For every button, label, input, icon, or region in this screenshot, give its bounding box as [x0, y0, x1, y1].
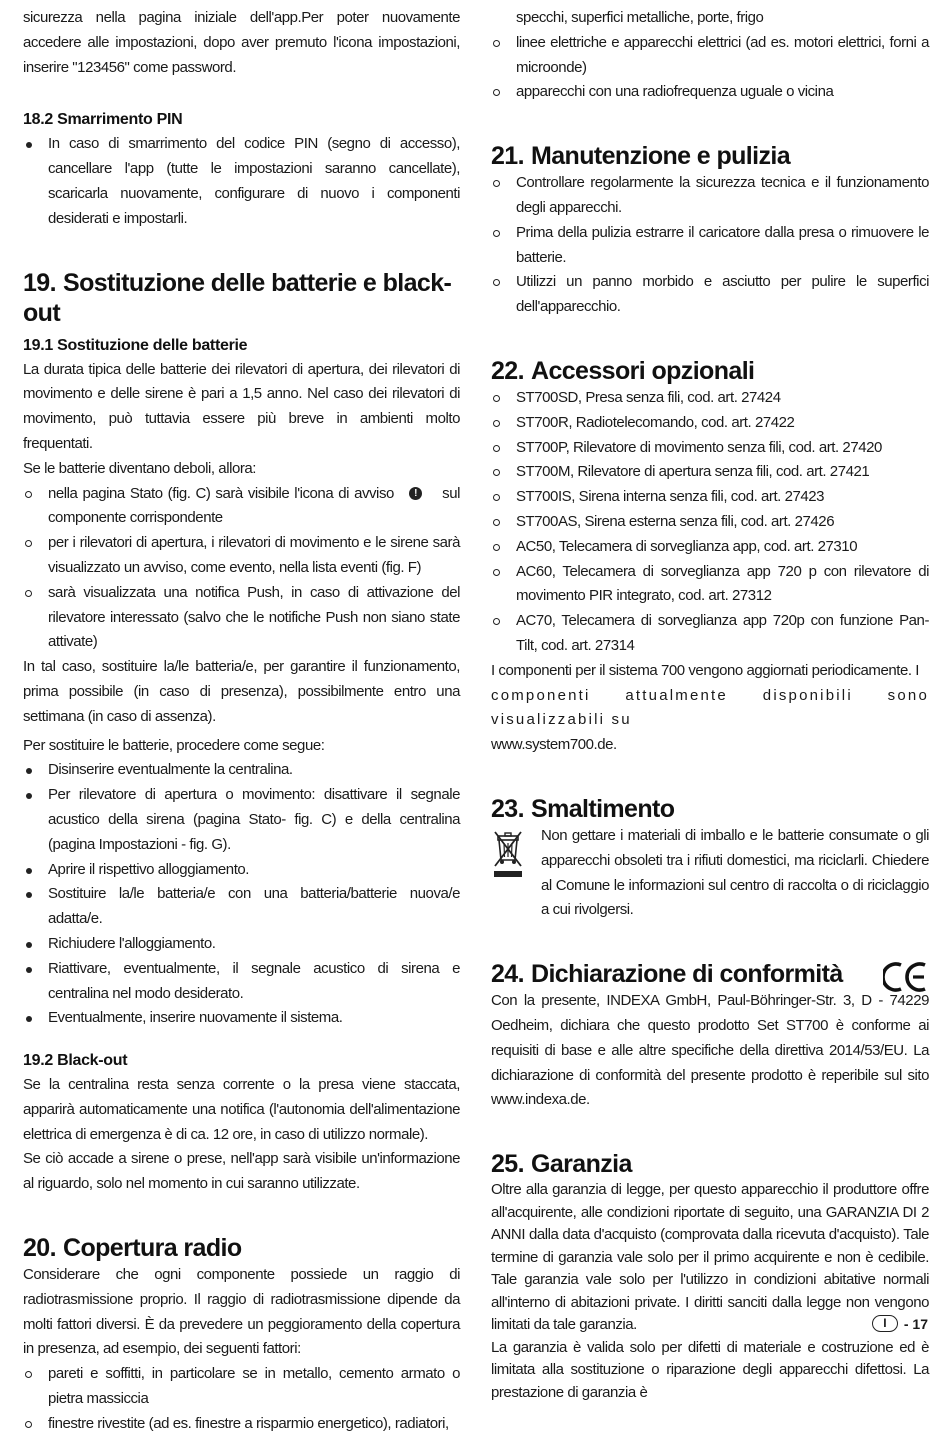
section-18-2-heading: 18.2 Smarrimento PIN [23, 111, 183, 129]
right-column [491, 6, 929, 1404]
list-item: ST700AS, Sirena esterna senza fili, cod. art. 27426 [491, 510, 929, 535]
warning-icon: ! [409, 487, 422, 500]
list-item: AC60, Telecamera di sorveglianza app 720 p con rilevatore di movimento PIR integrato, cod. art. 27312 [491, 560, 929, 610]
paragraph: Se ciò accade a sirene o prese, nell'app sarà visibile un'informazione al riguardo, solo nel momento in cui saranno utilizzate. [23, 1150, 460, 1193]
section-number: 19. [23, 268, 56, 297]
section-22-heading [491, 356, 929, 386]
list-item: Disinserire eventualmente la centralina. [23, 758, 460, 783]
disposal-block [491, 824, 929, 923]
list-item: Richiudere l'alloggiamento. [23, 932, 460, 957]
paragraph: Con la presente, INDEXA GmbH, Paul-Böhringer-Str. 3, D - 74229 Oedheim, dichiara che questo prodotto Set ST700 è conforme ai requisiti di base e alle altre specifiche della direttiva 2014/53/EU. La dichiarazione di conformità del presente prodotto è reperibile sul sito www.indexa.de. [491, 992, 929, 1109]
list-item: sarà visualizzata una notifica Push, in caso di attivazione del rilevatore interessato (salvo che le notifiche Push non siano state attivate) [23, 581, 460, 655]
battery-steps-list [23, 758, 460, 1031]
link-text: www.system700.de. [491, 736, 617, 754]
section-title: Manutenzione e pulizia [531, 142, 791, 171]
section-24-header [491, 959, 929, 989]
section-21-heading [491, 141, 929, 171]
page-number: - 17 [903, 1315, 928, 1332]
page-footer [872, 1315, 928, 1332]
paragraph: In tal caso, sostituire la/le batteria/e, per garantire il funzionamento, prima possibile (in caso di presenza), possibilmente entro una settimana (in caso di assenza). [23, 658, 460, 725]
accessories-list [491, 386, 929, 659]
section-20-heading [23, 1233, 460, 1263]
list-item: ST700IS, Sirena interna senza fili, cod. art. 27423 [491, 485, 929, 510]
section-title: Copertura radio [63, 1234, 242, 1263]
text-line: I componenti per il sistema 700 vengono aggiornati periodicamente. I [491, 661, 920, 679]
list-item: Aprire il rispettivo alloggiamento. [23, 858, 460, 883]
section-number: 20. [23, 1234, 56, 1263]
section-18-2-list [23, 132, 460, 231]
list-item: Utilizzi un panno morbido e asciutto per pulire le superfici dell'apparecchio. [491, 270, 929, 320]
section-25-heading [491, 1149, 929, 1179]
maintenance-list [491, 171, 929, 320]
paragraph [491, 659, 929, 758]
section-19-1-heading: 19.1 Sostituzione delle batterie [23, 336, 248, 354]
list-item-text: nella pagina Stato (fig. C) sarà visibile l'icona di avviso [48, 484, 394, 502]
battery-warning-list [23, 482, 460, 656]
ce-mark-icon [883, 961, 929, 998]
list-item: Sostituire la/le batteria/e con una batteria/batterie nuova/e adatta/e. [23, 882, 460, 932]
list-item: ST700R, Radiotelecomando, cod. art. 27422 [491, 411, 929, 436]
list-item: Prima della pulizia estrarre il caricatore dalla presa o rimuovere le batterie. [491, 221, 929, 271]
section-title: Smaltimento [531, 794, 675, 823]
continued-list-text: specchi, superfici metalliche, porte, frigo [516, 9, 764, 26]
section-19-heading [23, 268, 460, 328]
list-item: In caso di smarrimento del codice PIN (segno di accesso), cancellare l'app (tutte le impostazioni saranno cancellate), scaricarla nuovamente, configurare di nuovo i componenti desiderati e impostarli. [23, 132, 460, 231]
section-24-heading [491, 959, 929, 989]
list-item: linee elettriche e apparecchi elettrici (ad es. motori elettrici, forni a microonde) [491, 31, 929, 81]
radio-factors-list-continued [491, 31, 929, 105]
list-item: AC50, Telecamera di sorveglianza app, cod. art. 27310 [491, 535, 929, 560]
list-item: per i rilevatori di apertura, i rilevatori di movimento e le sirene sarà visualizzato un avviso, come evento, nella lista eventi (fig. F) [23, 531, 460, 581]
list-item: pareti e soffitti, in particolare se in metallo, cemento armato o pietra massiccia [23, 1362, 460, 1412]
list-item: apparecchi con una radiofrequenza uguale o vicina [491, 80, 929, 105]
paragraph: Oltre alla garanzia di legge, per questo apparecchio il produttore offre all'acquirente, alle condizioni riportate di seguito, una GARANZIA DI 2 ANNI dalla data d'acquisto (comprovata dalla ricevuta d'acquisto). Tale termine di garanzia vale solo per il primo acquirente e non è cedibile. Tale garanzia vale solo per l'utilizzo in condizioni abitative normali all'interno di abitazioni private. I diritti sanciti dalla legge non vengono limitati da tale garanzia. [491, 1181, 929, 1334]
left-column [23, 6, 460, 1437]
section-title: Garanzia [531, 1150, 632, 1179]
list-item: Riattivare, eventualmente, il segnale acustico di sirena e centralina nel modo desiderato. [23, 957, 460, 1007]
list-item: Eventualmente, inserire nuovamente il sistema. [23, 1006, 460, 1031]
section-title: Accessori opzionali [531, 356, 755, 385]
disposal-text: Non gettare i materiali di imballo e le batterie consumate o gli apparecchi obsoleti tra i rifiuti domestici, ma riciclarli. Chiedere al Comune le informazioni sul centro di raccolta o di riciclaggio a cui rivolgersi. [541, 826, 929, 919]
section-number: 25. [491, 1150, 524, 1179]
list-item: finestre rivestite (ad es. finestre a risparmio energetico), radiatori, [23, 1412, 460, 1437]
list-item: Controllare regolarmente la sicurezza tecnica e il funzionamento degli apparecchi. [491, 171, 929, 221]
list-item: Per rilevatore di apertura o movimento: disattivare il segnale acustico della sirena (pagina Stato- fig. C) e della centralina (pagina Impostazioni - fig. G). [23, 783, 460, 857]
intro-paragraph: sicurezza nella pagina iniziale dell'app.Per poter nuovamente accedere alle impostazioni, dopo aver premuto l'icona impostazioni, inserire "123456" come password. [23, 9, 460, 76]
list-item: ST700M, Rilevatore di apertura senza fili, cod. art. 27421 [491, 460, 929, 485]
section-number: 24. [491, 960, 524, 989]
crossed-bin-icon [491, 824, 531, 923]
section-19-2-heading: 19.2 Black-out [23, 1052, 128, 1070]
section-number: 22. [491, 356, 524, 385]
section-23-heading [491, 794, 929, 824]
section-number: 21. [491, 142, 524, 171]
paragraph: Per sostituire le batterie, procedere come segue: [23, 736, 325, 754]
paragraph: Se la centralina resta senza corrente o la presa viene staccata, apparirà automaticamente una notifica (l'autonomia dell'alimentazione elettrica di emergenza è di ca. 12 ore, in caso di utilizzo normale). [23, 1076, 460, 1143]
section-number: 23. [491, 794, 524, 823]
paragraph: La durata tipica delle batterie dei rilevatori di apertura, dei rilevatori di movimento e delle sirene è pari a 1,5 anno. Nel caso dei rilevatori di movimento, può tuttavia essere più breve in ambienti molto frequentati. [23, 360, 460, 452]
paragraph: La garanzia è valida solo per difetti di materiale e costruzione ed è limitata alla sostituzione o riparazione degli apparecchi difettosi. La prestazione di garanzia è [491, 1338, 929, 1401]
list-item: ST700SD, Presa senza fili, cod. art. 27424 [491, 386, 929, 411]
section-title: Sostituzione delle batterie e black-out [23, 268, 452, 327]
radio-factors-list [23, 1362, 460, 1436]
section-title: Dichiarazione di conformità [531, 960, 843, 989]
list-item: ST700P, Rilevatore di movimento senza fili, cod. art. 27420 [491, 436, 929, 461]
list-item [23, 482, 460, 532]
list-item-text: sul componente corrispondente [48, 484, 460, 527]
text-line: componenti attualmente disponibili sono visualizzabili su [491, 686, 929, 729]
paragraph: Se le batterie diventano deboli, allora: [23, 459, 257, 477]
language-badge: I [872, 1315, 898, 1332]
paragraph: Considerare che ogni componente possiede un raggio di radiotrasmissione proprio. Il raggio di radiotrasmissione dipende da molti fattori diversi. È da prevedere un peggioramento della copertura in presenza, ad esempio, dei seguenti fattori: [23, 1266, 460, 1358]
list-item: AC70, Telecamera di sorveglianza app 720p con funzione Pan-Tilt, cod. art. 27314 [491, 609, 929, 659]
